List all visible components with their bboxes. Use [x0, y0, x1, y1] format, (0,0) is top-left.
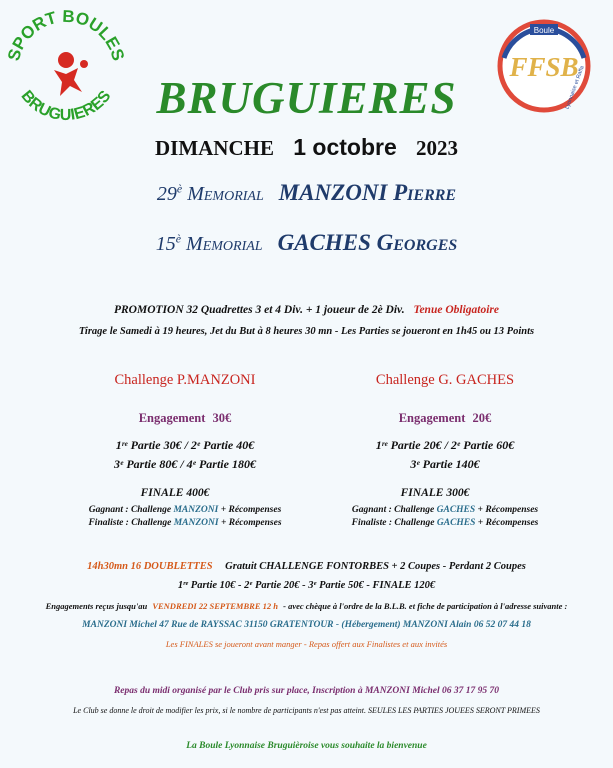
promotion-line — [0, 304, 613, 316]
welcome-line: La Boule Lyonnaise Bruguièroise vous souhaite la bienvenue — [186, 741, 427, 751]
engagement-value: 20€ — [472, 411, 492, 425]
doublettes-details: Gratuit CHALLENGE FONTORBES + 2 Coupes - Perdant 2 Coupes — [225, 561, 526, 572]
engagements-suffix: - avec chèque à l'ordre de la B.L.B. et fiche de participation à l'adresse suivante : — [283, 601, 568, 611]
logo-bottom-text: BRUGUIERES — [17, 87, 115, 125]
prize-row-2: 3ᵉ Partie 80€ / 4ᵉ Partie 180€ — [114, 457, 256, 471]
memorial2-sup: è — [175, 231, 182, 246]
prize-row-1: 1ʳᵉ Partie 30€ / 2ᵉ Partie 40€ — [115, 438, 255, 452]
logo-top-text: SPORT BOULES — [4, 6, 128, 63]
memorial2-label: Memorial — [186, 233, 263, 255]
gagnant-line: Gagnant : Challenge MANZONI + Récompenses — [88, 505, 282, 515]
doublettes-time: 14h30mn 16 DOUBLETTES — [87, 561, 213, 572]
memorial-gaches — [0, 230, 613, 256]
repas-line: Repas du midi organisé par le Club pris sur place, Inscription à MANZONI Michel 06 37 17 95 70 — [113, 686, 500, 696]
promotion-text: PROMOTION 32 Quadrettes 3 et 4 Div. + 1 joueur de 2è Div. — [113, 304, 405, 316]
doublettes-prizes: 1ʳᵉ Partie 10€ - 2ᵉ Partie 20€ - 3ᵉ Partie 50€ - FINALE 120€ — [177, 580, 436, 591]
engagements-line — [0, 601, 613, 611]
doublettes-line — [0, 561, 613, 572]
engagements-prefix: Engagements reçus jusqu'au — [45, 601, 148, 611]
event-date — [0, 134, 613, 161]
date-main: 1 octobre — [293, 134, 397, 160]
disclaimer-line: Le Club se donne le droit de modifier les prix, si le nombre de participants n'est pas atteint. SEULES LES PARTIES JOUEES SERONT PRIMEES — [73, 706, 540, 715]
challenge-title: Challenge P.MANZONI — [114, 372, 256, 388]
date-year: 2023 — [416, 136, 459, 160]
prize-row-2: 3ᵉ Partie 140€ — [410, 457, 480, 471]
challenge-manzoni — [60, 372, 310, 528]
date-day: DIMANCHE — [154, 136, 274, 160]
page-title: BRUGUIERES — [156, 73, 457, 123]
memorial1-name: MANZONI Pierre — [278, 180, 457, 205]
gagnant-line: Gagnant : Challenge GACHES + Récompenses — [351, 505, 539, 515]
challenge-title: Challenge G. GACHES — [375, 372, 515, 388]
memorial2-name: GACHES Georges — [277, 230, 458, 255]
tirage-line: Tirage le Samedi à 19 heures, Jet du But à 8 heures 30 mn - Les Parties se joueront en 1h45 ou 13 Points — [78, 326, 535, 337]
finaliste-line: Finaliste : Challenge MANZONI + Récompenses — [88, 518, 282, 528]
finaliste-line: Finaliste : Challenge GACHES + Récompenses — [351, 518, 539, 528]
promotion-note: Tenue Obligatoire — [413, 304, 499, 316]
memorial1-number: 29 — [156, 183, 177, 205]
memorial-manzoni — [0, 180, 613, 206]
logo-side-text: Lyonnaise et Raffa — [564, 65, 586, 111]
logo-ffsb-text: FFSB — [509, 52, 579, 82]
engagements-deadline: VENDREDI 22 SEPTEMBRE 12 h — [152, 601, 278, 611]
address-line: MANZONI Michel 47 Rue de RAYSSAC 31150 GRATENTOUR - (Hébergement) MANZONI Alain 06 52 07 44 18 — [82, 620, 531, 630]
memorial2-number: 15 — [155, 233, 176, 255]
engagement-label: Engagement — [138, 411, 206, 425]
logo-boule-text: Boule — [533, 26, 555, 35]
challenge-gaches — [320, 372, 570, 528]
finale: FINALE 400€ — [140, 487, 210, 499]
engagement-value: 30€ — [212, 411, 232, 425]
finals-note: Les FINALES se joueront avant manger - Repas offert aux Finalistes et aux invités — [165, 639, 448, 649]
engagement — [60, 411, 310, 426]
engagement — [320, 411, 570, 426]
finale: FINALE 300€ — [400, 487, 470, 499]
engagement-label: Engagement — [398, 411, 466, 425]
memorial1-sup: è — [176, 181, 183, 196]
memorial1-label: Memorial — [187, 183, 264, 205]
prize-row-1: 1ʳᵉ Partie 20€ / 2ᵉ Partie 60€ — [375, 438, 515, 452]
